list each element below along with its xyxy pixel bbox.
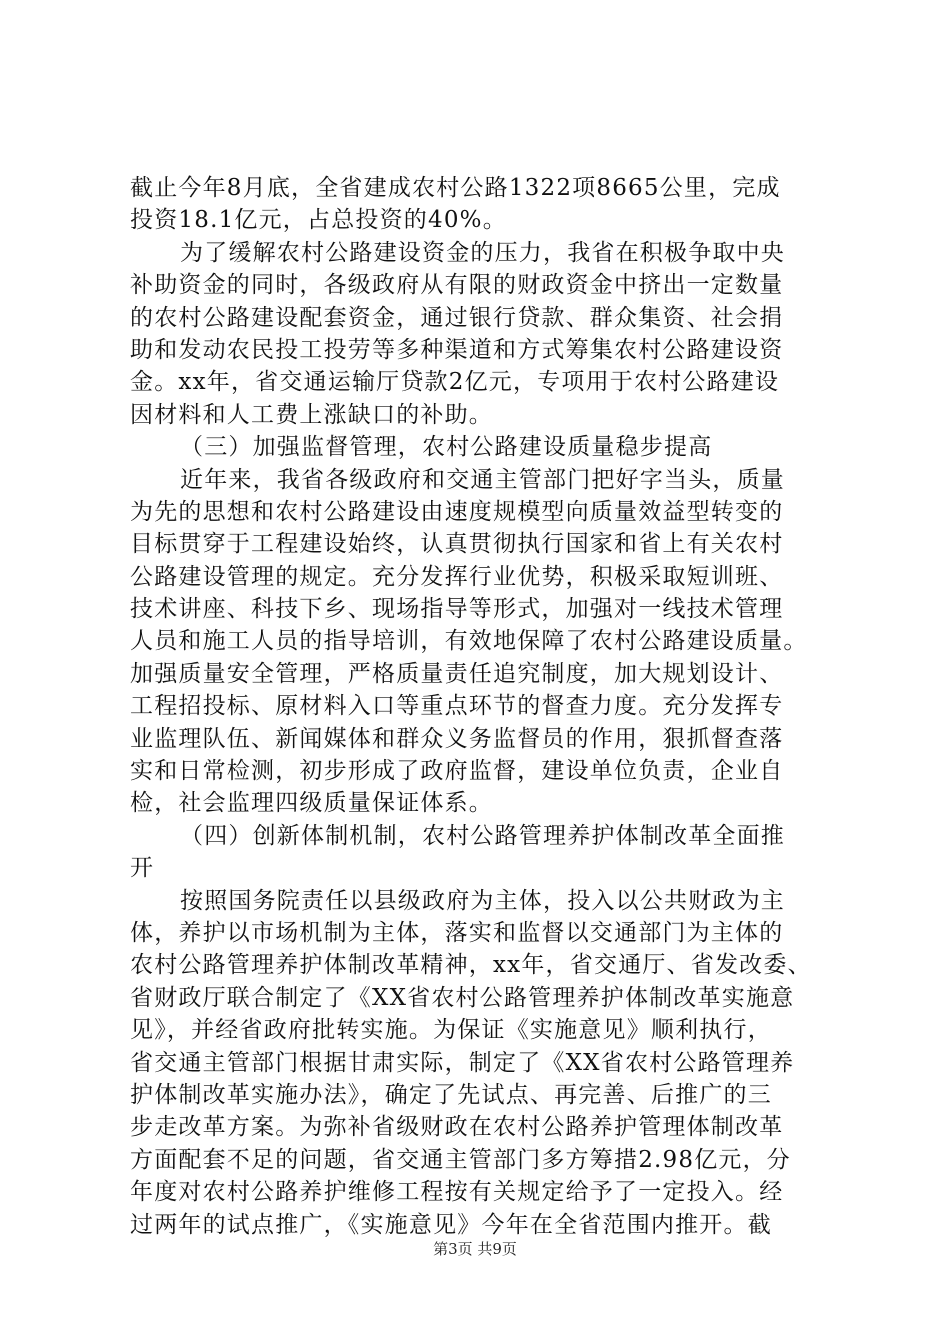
text-line: 见》，并经省政府批转实施。为保证《实施意见》顺利执行， [130,1017,772,1044]
text-line: 过两年的试点推广，《实施意见》今年在全省范围内推开。截 [130,1211,772,1238]
text-line: 方面配套不足的问题，省交通主管部门多方筹措2.98亿元，分 [130,1146,792,1173]
text-line: 补助资金的同时，各级政府从有限的财政资金中挤出一定数量 [130,272,784,299]
body-text [130,172,830,1241]
text-line: 目标贯穿于工程建设始终，认真贯彻执行国家和省上有关农村 [130,531,784,558]
section-heading-4-continued: 开 [130,855,155,882]
text-line: 护体制改革实施办法》，确定了先试点、再完善、后推广的三 [130,1081,772,1108]
text-line: 技术讲座、科技下乡、现场指导等形式，加强对一线技术管理 [130,596,784,623]
page-number-footer: 第3页 共9页 [433,1240,517,1258]
text-line: 农村公路管理养护体制改革精神，xx年，省交通厅、省发改委、 [130,952,812,979]
paragraph-start-line: 近年来，我省各级政府和交通主管部门把好字当头，质量 [180,466,785,493]
text-line: 金。xx年，省交通运输厅贷款2亿元，专项用于农村公路建设 [130,369,780,396]
section-heading-4: （四）创新体制机制，农村公路管理养护体制改革全面推 [180,822,785,849]
text-line: 加强质量安全管理，严格质量责任追究制度，加大规划设计、 [130,660,784,687]
section-heading-3: （三）加强监督管理，农村公路建设质量稳步提高 [180,434,713,461]
text-line: 人员和施工人员的指导培训，有效地保障了农村公路建设质量。 [130,628,808,655]
paragraph-start-line: 为了缓解农村公路建设资金的压力，我省在积极争取中央 [180,239,785,266]
text-line: 实和日常检测，初步形成了政府监督，建设单位负责，企业自 [130,758,784,785]
text-line: 步走改革方案。为弥补省级财政在农村公路养护管理体制改革 [130,1114,784,1141]
text-line: 检，社会监理四级质量保证体系。 [130,790,493,817]
paragraph-start-line: 按照国务院责任以县级政府为主体，投入以公共财政为主 [180,887,785,914]
text-line: 助和发动农民投工投劳等多种渠道和方式筹集农村公路建设资 [130,336,784,363]
text-line: 年度对农村公路养护维修工程按有关规定给予了一定投入。经 [130,1179,784,1206]
text-line: 为先的思想和农村公路建设由速度规模型向质量效益型转变的 [130,498,784,525]
text-line: 工程招投标、原材料入口等重点环节的督查力度。充分发挥专 [130,693,784,720]
text-line: 业监理队伍、新闻媒体和群众义务监督员的作用，狠抓督查落 [130,725,784,752]
text-line: 体，养护以市场机制为主体，落实和监督以交通部门为主体的 [130,919,784,946]
text-line: 投资18.1亿元，占总投资的40%。 [130,207,507,234]
text-line: 因材料和人工费上涨缺口的补助。 [130,401,493,428]
text-line: 省交通主管部门根据甘肃实际，制定了《XX省农村公路管理养 [130,1049,795,1076]
text-line: 公路建设管理的规定。充分发挥行业优势，积极采取短训班、 [130,563,784,590]
text-line: 截止今年8月底，全省建成农村公路1322项8665公里，完成 [130,175,781,201]
text-line: 省财政厅联合制定了《XX省农村公路管理养护体制改革实施意 [130,984,795,1011]
text-line: 的农村公路建设配套资金，通过银行贷款、群众集资、社会捐 [130,304,784,331]
